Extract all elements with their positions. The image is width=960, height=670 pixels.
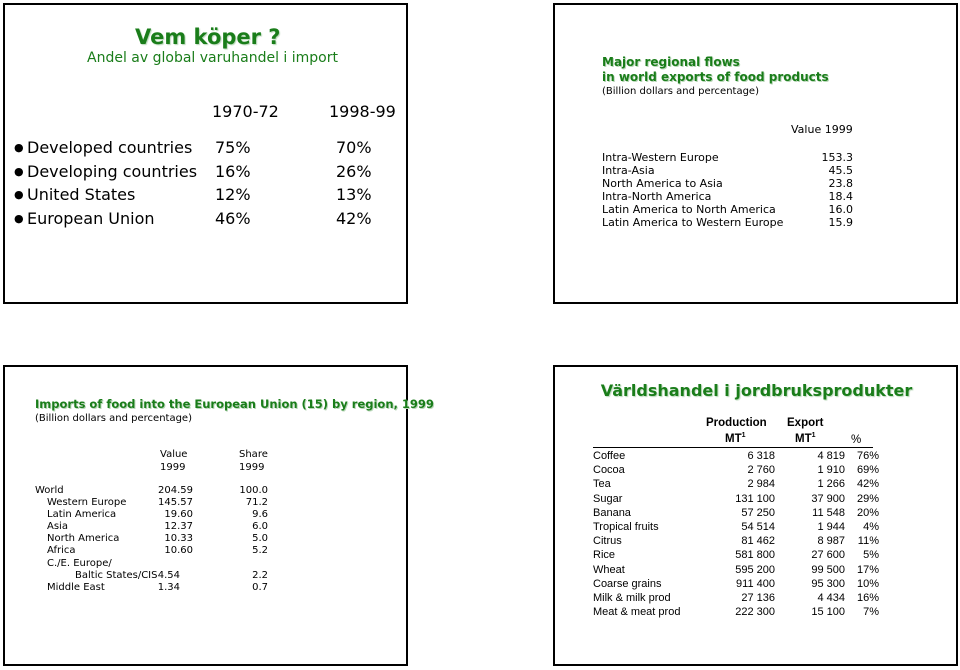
export-unit: $MT^1$ bbox=[795, 432, 816, 445]
row-value-1998: 70% bbox=[336, 138, 372, 157]
slide-title: Vem köper ? bbox=[135, 25, 281, 49]
region-value: 19.60 bbox=[164, 509, 193, 520]
slide-note: (Billion dollars and percentage) bbox=[602, 86, 759, 97]
production-value: 222 300 bbox=[735, 606, 775, 619]
production-value: 54 514 bbox=[741, 521, 775, 534]
region-value: 12.37 bbox=[164, 521, 193, 532]
row-value-1998: 42% bbox=[336, 209, 372, 228]
region-share: 0.7 bbox=[252, 582, 268, 593]
region-label: Latin America bbox=[47, 509, 117, 520]
production-value: 581 800 bbox=[735, 549, 775, 562]
product-name: Rice bbox=[593, 549, 616, 562]
region-value: 10.60 bbox=[164, 545, 193, 556]
slide-note: (Billion dollars and percentage) bbox=[35, 413, 192, 424]
product-name: Coarse grains bbox=[593, 577, 662, 590]
flow-label: Intra-Asia bbox=[602, 164, 655, 177]
table-row bbox=[593, 449, 879, 463]
table-row bbox=[593, 520, 879, 534]
share-header: Share bbox=[239, 449, 268, 460]
slide-title: Världshandel i jordbruksprodukter bbox=[600, 381, 913, 400]
table-row bbox=[593, 534, 879, 548]
production-value: 131 100 bbox=[735, 492, 775, 505]
region-label: Baltic States/CIS bbox=[75, 570, 158, 581]
slide-vem-koper bbox=[3, 3, 408, 304]
production-value: 27 136 bbox=[741, 592, 775, 605]
table-row bbox=[593, 591, 879, 605]
region-share: 9.6 bbox=[252, 509, 268, 520]
row-value-1970: 12% bbox=[215, 185, 251, 204]
region-share: 2.2 bbox=[252, 570, 268, 581]
export-share: 17% bbox=[856, 563, 879, 576]
flow-value: 153.3 bbox=[821, 151, 853, 164]
export-value: 4 434 bbox=[817, 592, 845, 605]
table-row bbox=[5, 162, 405, 184]
product-name: Tea bbox=[593, 478, 611, 491]
region-label: Africa bbox=[47, 545, 76, 556]
table-row bbox=[593, 577, 879, 591]
row-value-1970: 16% bbox=[215, 162, 251, 181]
product-name: Sugar bbox=[593, 492, 623, 505]
row-value-1998: 26% bbox=[336, 162, 372, 181]
export-header: Export bbox=[787, 417, 824, 429]
export-value: 4 819 bbox=[817, 450, 845, 462]
export-share: 10% bbox=[856, 577, 879, 590]
row-label: Developed countries bbox=[27, 138, 193, 157]
header-divider bbox=[593, 447, 873, 448]
export-value: 1 944 bbox=[817, 521, 845, 534]
value-header: Value 1999 bbox=[791, 123, 853, 136]
flow-label: North America to Asia bbox=[602, 177, 723, 190]
table-row bbox=[593, 506, 879, 520]
table-row bbox=[5, 185, 405, 207]
export-value: 37 900 bbox=[811, 492, 845, 505]
product-name: Cocoa bbox=[593, 464, 625, 477]
flow-value: 18.4 bbox=[828, 190, 853, 203]
export-value: 99 500 bbox=[811, 563, 845, 576]
production-value: 911 400 bbox=[736, 577, 775, 590]
export-share: 20% bbox=[856, 506, 879, 519]
production-value: 57 250 bbox=[741, 506, 775, 519]
flow-label: Intra-Western Europe bbox=[602, 151, 719, 164]
region-label: World bbox=[35, 485, 64, 496]
export-share: 5% bbox=[863, 549, 879, 562]
product-name: Milk & milk prod bbox=[593, 592, 671, 605]
row-value-1970: 46% bbox=[215, 209, 251, 228]
production-value: 2 984 bbox=[747, 478, 775, 491]
percent-header: % bbox=[851, 434, 862, 446]
region-share: 100.0 bbox=[239, 485, 268, 496]
table-row bbox=[5, 138, 405, 160]
production-value: 595 200 bbox=[735, 563, 775, 576]
product-name: Banana bbox=[593, 506, 631, 519]
production-value: 6 318 bbox=[747, 450, 775, 462]
trade-table bbox=[593, 449, 879, 619]
export-share: 29% bbox=[856, 492, 879, 505]
export-value: 1 266 bbox=[817, 478, 845, 491]
region-label: Asia bbox=[47, 521, 68, 532]
production-value: 2 760 bbox=[747, 464, 775, 477]
column-header-1970: 1970-72 bbox=[212, 102, 279, 121]
table-row bbox=[593, 548, 879, 562]
production-unit: $MT^1$ bbox=[725, 432, 746, 445]
region-value: 1.34 bbox=[157, 582, 180, 593]
region-share: 5.2 bbox=[252, 545, 268, 556]
value-year: 1999 bbox=[160, 462, 186, 473]
export-share: 16% bbox=[856, 592, 879, 605]
region-value: 10.33 bbox=[164, 533, 193, 544]
flow-value: 45.5 bbox=[828, 164, 853, 177]
region-share: 71.2 bbox=[245, 497, 268, 508]
slide-title-line2: in world exports of food products bbox=[602, 70, 829, 84]
table-row bbox=[5, 209, 405, 231]
row-label: European Union bbox=[27, 209, 155, 228]
product-name: Wheat bbox=[593, 563, 625, 576]
slide-subtitle: Andel av global varuhandel i import bbox=[87, 50, 338, 66]
export-share: 42% bbox=[856, 478, 879, 491]
flow-value: 16.0 bbox=[828, 203, 853, 216]
slide-regional-flows bbox=[553, 3, 958, 304]
flow-label: Latin America to North America bbox=[602, 203, 776, 216]
export-share: 4% bbox=[863, 521, 879, 534]
row-label: Developing countries bbox=[27, 162, 198, 181]
export-share: 11% bbox=[857, 535, 879, 548]
bullet-icon: ● bbox=[14, 141, 24, 154]
flow-value: 23.8 bbox=[828, 177, 853, 190]
export-value: 1 910 bbox=[817, 464, 845, 477]
share-year: 1999 bbox=[239, 462, 265, 473]
flow-label: Latin America to Western Europe bbox=[602, 216, 784, 229]
column-header-1998: 1998-99 bbox=[329, 102, 396, 121]
flow-value: 15.9 bbox=[828, 216, 853, 229]
export-value: 27 600 bbox=[811, 549, 845, 562]
region-value: 145.57 bbox=[158, 497, 193, 508]
value-header: Value bbox=[160, 449, 188, 460]
export-share: 7% bbox=[863, 606, 879, 619]
slide-title-line1: Major regional flows bbox=[602, 55, 740, 69]
export-value: 95 300 bbox=[811, 577, 845, 590]
production-value: 81 462 bbox=[741, 535, 775, 548]
region-share: 5.0 bbox=[252, 533, 268, 544]
export-share: 69% bbox=[856, 464, 879, 477]
product-name: Coffee bbox=[593, 450, 626, 462]
export-value: 8 987 bbox=[817, 535, 845, 548]
bullet-icon: ● bbox=[14, 212, 24, 225]
table-row bbox=[593, 463, 879, 477]
production-header: Production bbox=[706, 417, 767, 429]
export-value: 11 548 bbox=[812, 506, 845, 519]
slide-eu-imports bbox=[3, 365, 434, 666]
region-value: 4.54 bbox=[157, 570, 180, 581]
row-value-1998: 13% bbox=[336, 185, 372, 204]
product-name: Meat & meat prod bbox=[593, 606, 681, 619]
region-label: Western Europe bbox=[47, 497, 127, 508]
table-row bbox=[593, 605, 879, 619]
table-row bbox=[593, 563, 879, 577]
product-name: Tropical fruits bbox=[593, 521, 659, 534]
region-label: C./E. Europe/ bbox=[47, 558, 112, 569]
row-label: United States bbox=[27, 185, 136, 204]
flow-label: Intra-North America bbox=[602, 190, 712, 203]
product-name: Citrus bbox=[593, 535, 622, 548]
slide-varldshandel bbox=[553, 365, 958, 666]
region-label: North America bbox=[47, 533, 120, 544]
region-share: 6.0 bbox=[252, 521, 268, 532]
export-share: 76% bbox=[856, 450, 879, 462]
region-label: Middle East bbox=[47, 582, 105, 593]
region-value: 204.59 bbox=[158, 485, 193, 496]
export-value: 15 100 bbox=[811, 606, 845, 619]
table-row bbox=[593, 492, 879, 506]
row-value-1970: 75% bbox=[215, 138, 251, 157]
table-row bbox=[593, 477, 879, 491]
slide-title: Imports of food into the European Union (15) by region, 1999 bbox=[35, 397, 434, 411]
bullet-icon: ● bbox=[14, 165, 24, 178]
bullet-icon: ● bbox=[14, 188, 24, 201]
